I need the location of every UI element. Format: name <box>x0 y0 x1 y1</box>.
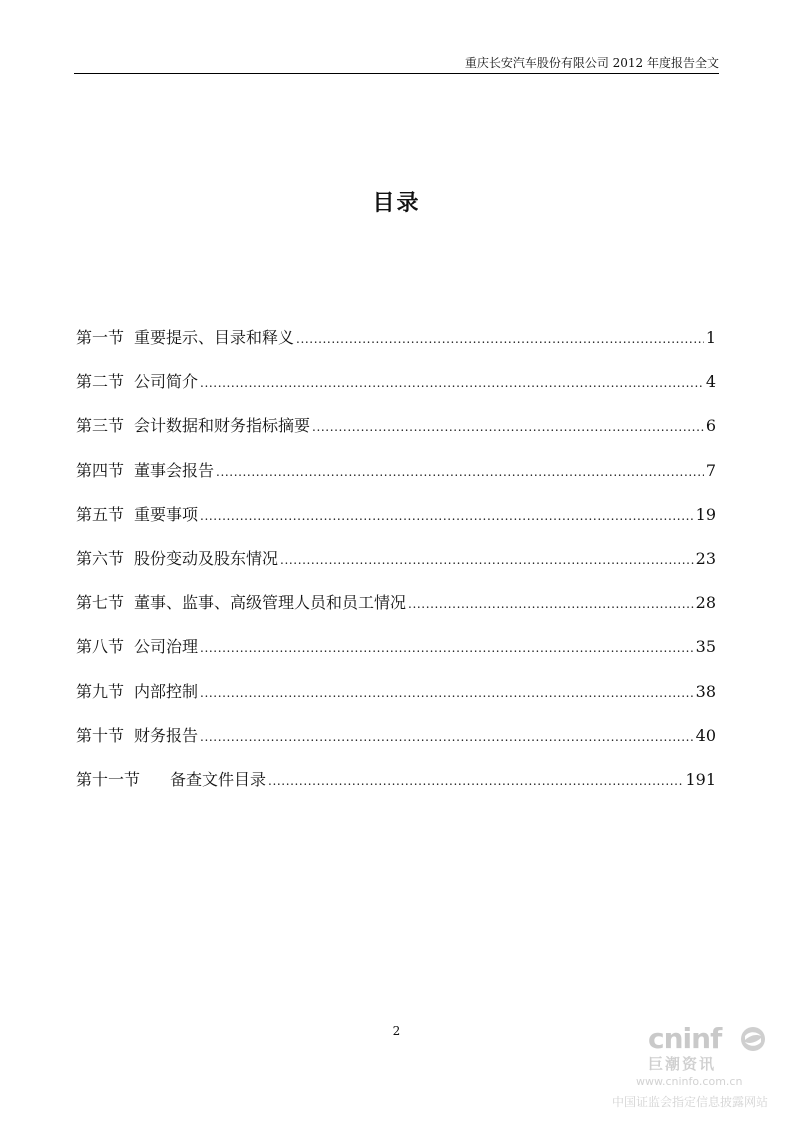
toc-title: 重要提示、目录和释义 <box>134 328 295 347</box>
toc-section: 第四节 <box>76 460 125 480</box>
toc-title: 股份变动及股东情况 <box>134 548 279 568</box>
toc-leader <box>312 420 704 434</box>
toc-title: 备查文件目录 <box>170 769 267 789</box>
toc-leader <box>200 641 694 655</box>
page-title: 目录 <box>372 191 421 216</box>
toc-section: 第三节 <box>76 416 125 436</box>
toc-entry[interactable] <box>76 458 716 502</box>
toc-page: 6 <box>705 416 716 436</box>
toc-page: 28 <box>695 593 716 613</box>
toc-title: 财务报告 <box>134 725 199 745</box>
watermark-logo-text: cninf <box>648 1022 722 1055</box>
toc-page: 4 <box>705 372 716 392</box>
toc-entry[interactable] <box>76 723 716 767</box>
toc-page: 38 <box>695 681 716 701</box>
watermark-url: www.cninfo.com.cn <box>636 1075 743 1088</box>
toc-title: 重要事项 <box>134 504 199 524</box>
toc-entry[interactable] <box>76 413 716 457</box>
toc-entry[interactable] <box>76 546 716 590</box>
toc-section: 第十节 <box>76 725 125 745</box>
toc-page: 35 <box>695 637 716 657</box>
cninfo-watermark <box>612 1022 792 1117</box>
toc-section: 第七节 <box>76 593 125 613</box>
toc-page: 191 <box>685 769 716 789</box>
toc-page: 40 <box>695 725 716 745</box>
toc-page: 7 <box>705 460 716 480</box>
toc-leader <box>216 465 704 479</box>
toc-entry[interactable] <box>76 767 716 811</box>
header-rule <box>74 73 719 74</box>
toc-title: 会计数据和财务指标摘要 <box>134 416 311 436</box>
toc-entry[interactable] <box>76 590 716 634</box>
cninfo-swirl-icon <box>740 1026 766 1052</box>
toc-leader <box>200 686 694 700</box>
toc-section: 第一节 <box>76 328 125 347</box>
toc-title: 公司简介 <box>134 372 199 392</box>
toc-entry[interactable] <box>76 369 716 413</box>
page-number: 2 <box>392 1024 401 1038</box>
toc-leader <box>296 332 704 346</box>
toc-leader <box>200 509 694 523</box>
toc-section: 第五节 <box>76 504 125 524</box>
toc-entry[interactable] <box>76 679 716 723</box>
toc-section: 第八节 <box>76 637 125 657</box>
toc-page: 23 <box>695 548 716 568</box>
toc-page: 19 <box>695 504 716 524</box>
toc-title: 公司治理 <box>134 637 199 657</box>
toc-section: 第六节 <box>76 548 125 568</box>
toc-section: 第九节 <box>76 681 125 701</box>
toc-leader <box>280 553 694 567</box>
toc-leader <box>200 730 694 744</box>
toc-title: 内部控制 <box>134 681 199 701</box>
toc-leader <box>200 376 704 390</box>
toc-title: 董事会报告 <box>134 460 215 480</box>
toc-entry[interactable] <box>76 502 716 546</box>
table-of-contents <box>76 325 716 811</box>
toc-leader <box>268 774 683 788</box>
running-header: 重庆长安汽车股份有限公司 2012 年度报告全文 <box>464 56 719 70</box>
watermark-slogan: 中国证监会指定信息披露网站 <box>612 1095 769 1109</box>
toc-section: 第二节 <box>76 372 125 392</box>
toc-section: 第十一节 <box>76 769 141 789</box>
watermark-name: 巨潮资讯 <box>648 1055 717 1073</box>
toc-entry[interactable] <box>76 325 716 369</box>
toc-page: 1 <box>705 328 716 347</box>
toc-title: 董事、监事、高级管理人员和员工情况 <box>134 593 407 613</box>
toc-leader <box>408 597 694 611</box>
toc-entry[interactable] <box>76 634 716 678</box>
